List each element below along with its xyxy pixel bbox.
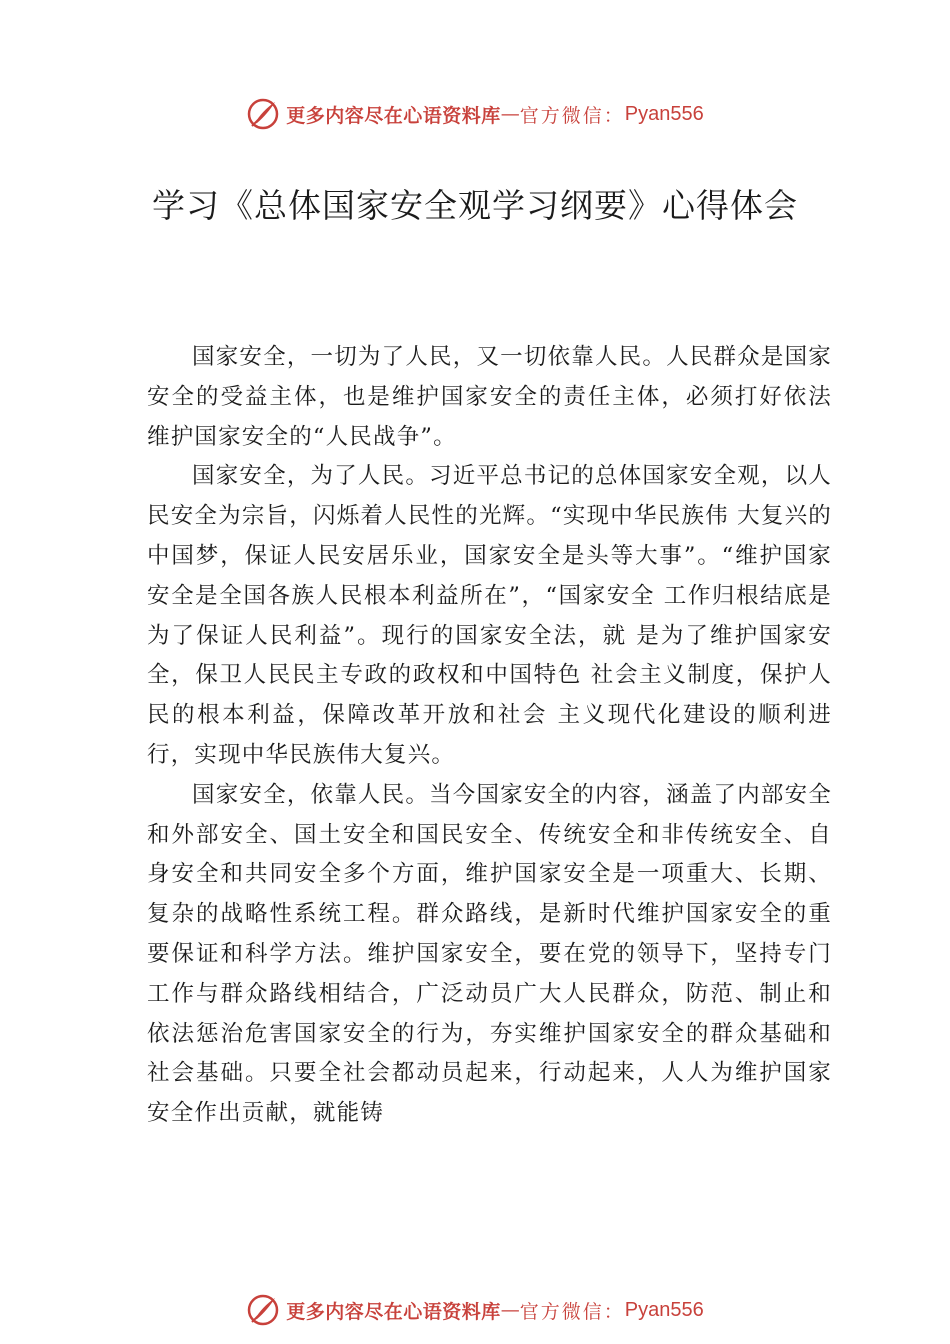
document-body <box>147 338 832 1134</box>
banner-dash: — <box>500 1299 520 1321</box>
document-title: 学习《总体国家安全观学习纲要》心得体会 <box>152 186 798 225</box>
body-paragraph: 国家安全，依靠人民。当今国家安全的内容，涵盖了内部安全和外部安全、国土安全和国民安全、传统安全和非传统安全、自身安全和共同安全多个方面，维护国家安全是一项重大、长期、复杂的战略性系统工程。群众路线，是新时代维护国家安全的重要保证和科学方法。维护国家安全，要在党的领导下，坚持专门工作与群众路线相结合，广泛动员广大人民群众，防范、制止和依法惩治危害国家安全的行为，夯实维护国家安全的群众基础和社会基础。只要全社会都动员起来，行动起来，人人为维护国家安全作出贡献，就能铸 <box>147 781 832 1127</box>
footer-watermark-banner <box>0 1290 950 1330</box>
banner-dash: — <box>500 103 520 125</box>
banner-brand-text: 更多内容尽在心语资料库 <box>286 1300 501 1323</box>
body-paragraph: 国家安全，为了人民。习近平总书记的总体国家安全观，以人民安全为宗旨，闪烁着人民性的光辉。“实现中华民族伟 大复兴的中国梦，保证人民安居乐业，国家安全是头等大事”。“维护国家安全是全国各族人民根本利益所在”，“国家安全 工作归根结底是为了保证人民利益”。现行的国家安全法，就 是为了维护国家安全，保卫人民民主专政的政权和中国特色 社会主义制度，保护人民的根本利益，保障改革开放和社会 主义现代化建设的顺利进行，实现中华民族伟大复兴。 <box>147 463 832 768</box>
quill-logo-icon <box>246 97 280 131</box>
banner-wechat-id: Pyan556 <box>624 1298 704 1321</box>
banner-brand-text: 更多内容尽在心语资料库 <box>286 104 501 127</box>
header-watermark-banner <box>0 94 950 134</box>
banner-wechat-label: 官方微信： <box>519 104 625 127</box>
quill-logo-icon <box>246 1293 280 1327</box>
body-paragraph: 国家安全，一切为了人民，又一切依靠人民。人民群众是国家安全的受益主体，也是维护国家安全的责任主体，必须打好依法维护国家安全的“人民战争”。 <box>147 344 832 450</box>
banner-wechat-id: Pyan556 <box>624 102 704 125</box>
banner-wechat-label: 官方微信： <box>519 1300 625 1323</box>
